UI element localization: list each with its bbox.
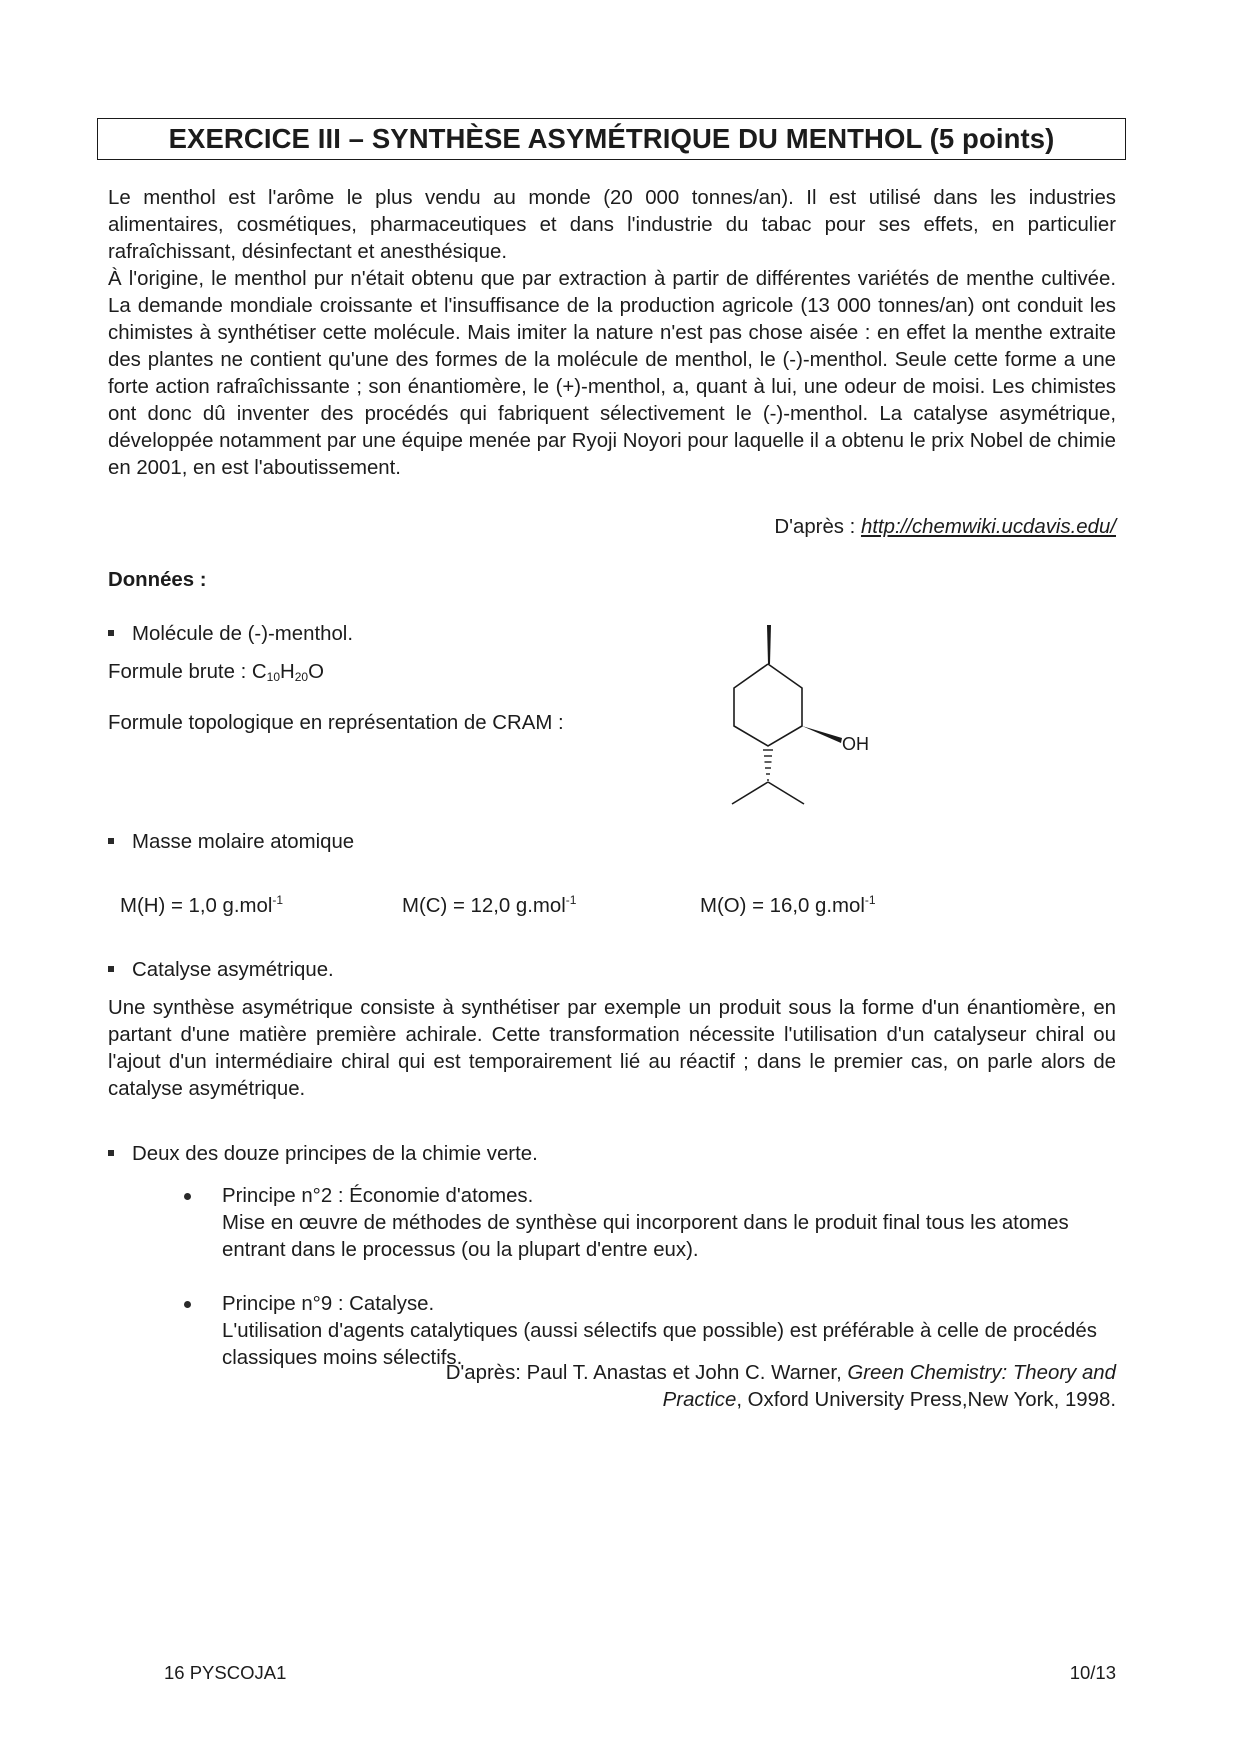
intro-text — [108, 185, 1116, 482]
square-bullet-icon — [108, 838, 114, 844]
source-citation — [774, 516, 1116, 539]
principes-item — [108, 1143, 538, 1166]
isopropyl-left-bond — [732, 782, 768, 804]
masse-h-text: M(H) = 1,0 g.mol — [120, 895, 273, 917]
square-bullet-icon — [108, 1150, 114, 1156]
donnees-heading: Données : — [108, 569, 207, 591]
masse-label: Masse molaire atomique — [132, 831, 355, 853]
formula-h-count: 20 — [294, 670, 309, 684]
oh-wedge-bond — [802, 726, 842, 743]
source-link[interactable]: http://chemwiki.ucdavis.edu/ — [860, 516, 1116, 538]
exercise-title: EXERCICE III – SYNTHÈSE ASYMÉTRIQUE DU MENTHOL (5 points) — [168, 123, 1055, 154]
principle-2-title: Principe n°2 : Économie d'atomes. — [222, 1185, 534, 1207]
formula-c-count: 10 — [266, 670, 281, 684]
masse-h — [120, 893, 283, 918]
hashed-bond — [763, 750, 773, 780]
catalyse-item — [108, 959, 334, 982]
masse-c — [402, 893, 576, 918]
masse-h-exp: -1 — [272, 893, 284, 907]
footer-code: 16 PYSCOJA1 — [164, 1662, 287, 1683]
round-bullet-icon — [184, 1301, 191, 1308]
masse-o-text: M(O) = 16,0 g.mol — [700, 895, 865, 917]
square-bullet-icon — [108, 630, 114, 636]
source-prefix: D'après : — [774, 516, 861, 538]
formula-c: C — [251, 661, 267, 683]
principle-2 — [222, 1183, 1116, 1264]
methyl-wedge-bond — [767, 625, 771, 664]
principles-reference — [416, 1360, 1116, 1414]
formula-h: H — [280, 661, 295, 683]
masse-item — [108, 831, 354, 854]
intro-paragraph-1: Le menthol est l'arôme le plus vendu au monde (20 000 tonnes/an). Il est utilisé dans les industries alimentaires, cosmétiques, pharmaceutiques et dans l'industrie du tabac pour ses effets, en particulier rafraîchissant, désinfectant et anesthésique. — [108, 187, 1116, 263]
formule-prefix: Formule brute : — [108, 661, 252, 683]
formule-brute — [108, 661, 324, 684]
ref-suffix: , Oxford University Press,New York, 1998. — [736, 1389, 1116, 1411]
catalyse-label: Catalyse asymétrique. — [132, 959, 334, 981]
cram-label: Formule topologique en représentation de CRAM : — [108, 712, 564, 734]
principes-label: Deux des douze principes de la chimie verte. — [132, 1143, 538, 1165]
menthol-structure — [720, 620, 900, 810]
isopropyl-right-bond — [768, 782, 804, 804]
oh-label: OH — [842, 734, 869, 754]
ref-title: Green Chemistry: Theory and Practice — [662, 1362, 1116, 1411]
masse-o-exp: -1 — [864, 893, 876, 907]
ref-prefix: D'après: Paul T. Anastas et John C. Warner, — [445, 1362, 848, 1384]
principle-9-title: Principe n°9 : Catalyse. — [222, 1293, 435, 1315]
exercise-title-box — [97, 118, 1126, 160]
molecule-item — [108, 623, 353, 646]
intro-paragraph-2: À l'origine, le menthol pur n'était obtenu que par extraction à partir de différentes variétés de menthe cultivée. La demande mondiale croissante et l'insuffisance de la production agricole (13 000 tonnes/an) ont conduit les chimistes à synthétiser cette molécule. Mais imiter la nature n'est pas chose aisée : en effet la menthe extraite des plantes ne contient qu'une des formes de la molécule de menthol, le (-)-menthol. Seule cette forme a une forte action rafraîchissante ; son énantiomère, le (+)-menthol, a, quant à lui, une odeur de moisi. Les chimistes ont donc dû inventer des procédés qui fabriquent sélectivement le (-)-menthol. La catalyse asymétrique, développée notamment par une équipe menée par Ryoji Noyori pour laquelle il a obtenu le prix Nobel de chimie en 2001, en est l'aboutissement. — [108, 268, 1116, 479]
principle-2-text: Mise en œuvre de méthodes de synthèse qui incorporent dans le produit final tous les atomes entrant dans le processus (ou la plupart d'entre eux). — [222, 1212, 1069, 1261]
principle-9-text: L'utilisation d'agents catalytiques (aussi sélectifs que possible) est préférable à celle de procédés classiques moins sélectifs. — [222, 1320, 1097, 1369]
masse-c-text: M(C) = 12,0 g.mol — [402, 895, 566, 917]
formula-o: O — [308, 661, 324, 683]
footer-page-number: 10/13 — [1069, 1662, 1116, 1683]
molecule-label: Molécule de (-)-menthol. — [132, 623, 353, 645]
square-bullet-icon — [108, 966, 114, 972]
masse-c-exp: -1 — [565, 893, 577, 907]
cyclohexane-ring — [734, 664, 802, 746]
masse-o — [700, 893, 876, 918]
round-bullet-icon — [184, 1193, 191, 1200]
catalyse-text: Une synthèse asymétrique consiste à synthétiser par exemple un produit sous la forme d'un énantiomère, en partant d'une matière première achirale. Cette transformation nécessite l'utilisation d'un catalyseur chiral ou l'ajout d'un intermédiaire chiral qui est temporairement lié au réactif ; dans le premier cas, on parle alors de catalyse asymétrique. — [108, 997, 1116, 1100]
